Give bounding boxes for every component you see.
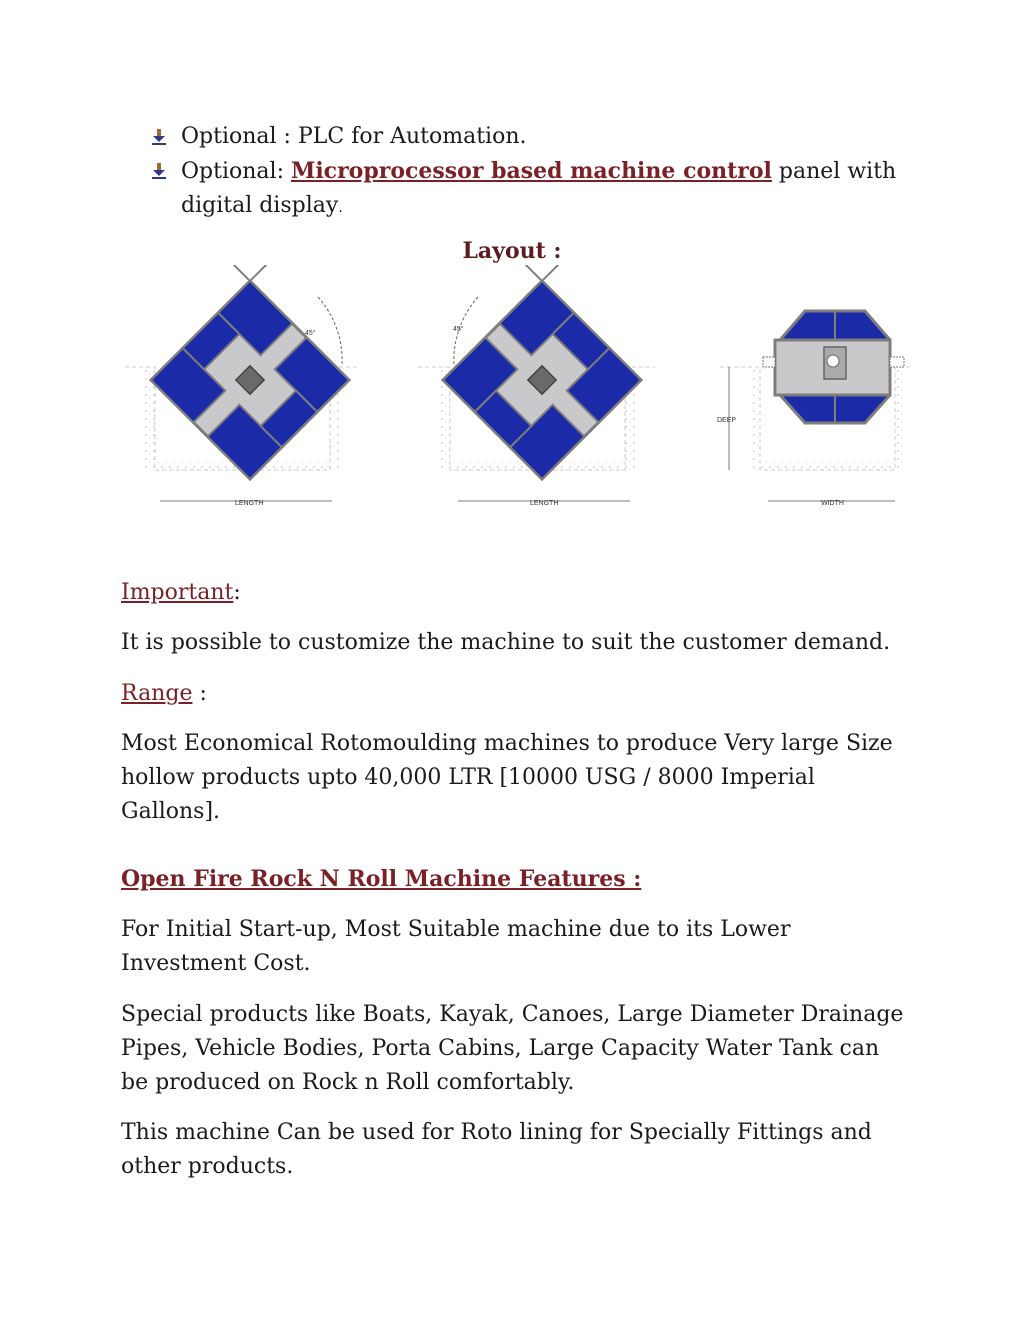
range-label-line xyxy=(121,677,911,711)
option-prefix: Optional: xyxy=(181,159,291,184)
deep-label: DEEP xyxy=(717,417,737,424)
pit-layout-middle xyxy=(418,265,659,507)
length-label: LENGTH xyxy=(530,500,559,507)
features-heading-link[interactable]: Open Fire Rock N Roll Machine Features : xyxy=(121,866,642,892)
feature-paragraph: Special products like Boats, Kayak, Canoes, Large Diameter Drainage Pipes, Vehicle Bodies, Porta Cabins, Large Capacity Water Tank can be produced on Rock n Roll comfortably. xyxy=(121,1002,904,1095)
feature-paragraph: For Initial Start-up, Most Suitable machine due to its Lower Investment Cost. xyxy=(121,917,791,976)
microprocessor-control-link[interactable]: Microprocessor based machine control xyxy=(290,158,772,184)
important-text: It is possible to customize the machine to suit the customer demand. xyxy=(121,630,891,655)
width-label: WIDTH xyxy=(821,500,844,507)
features-heading-line xyxy=(121,862,911,897)
range-colon: : xyxy=(192,681,207,706)
pit-layout-right xyxy=(717,311,910,507)
pit-layout-left xyxy=(125,265,365,507)
angle-label: 45° xyxy=(305,330,316,337)
option-list xyxy=(150,120,910,225)
down-arrow-bullet-icon xyxy=(150,162,168,180)
option-suffix: panel with digital display xyxy=(181,159,897,218)
range-link[interactable]: Range xyxy=(121,681,193,706)
length-label: LENGTH xyxy=(235,500,264,507)
list-item xyxy=(150,120,910,154)
option-end: . xyxy=(338,200,343,216)
important-colon: : xyxy=(233,580,241,605)
range-text: Most Economical Rotomoulding machines to produce Very large Size hollow products upto 40,000 LTR [10000 USG / 8000 Imperial Gallons]. xyxy=(121,731,893,824)
list-item xyxy=(150,154,910,225)
down-arrow-bullet-icon xyxy=(150,128,168,146)
feature-paragraph: This machine Can be used for Roto lining for Specially Fittings and other products. xyxy=(121,1120,872,1179)
layout-title: Layout : xyxy=(462,238,562,264)
important-link[interactable]: Important xyxy=(121,580,234,605)
important-label-line xyxy=(121,576,911,610)
angle-label: 45° xyxy=(453,326,464,333)
option-text: Optional : PLC for Automation. xyxy=(181,124,527,149)
layout-diagrams xyxy=(120,265,920,515)
